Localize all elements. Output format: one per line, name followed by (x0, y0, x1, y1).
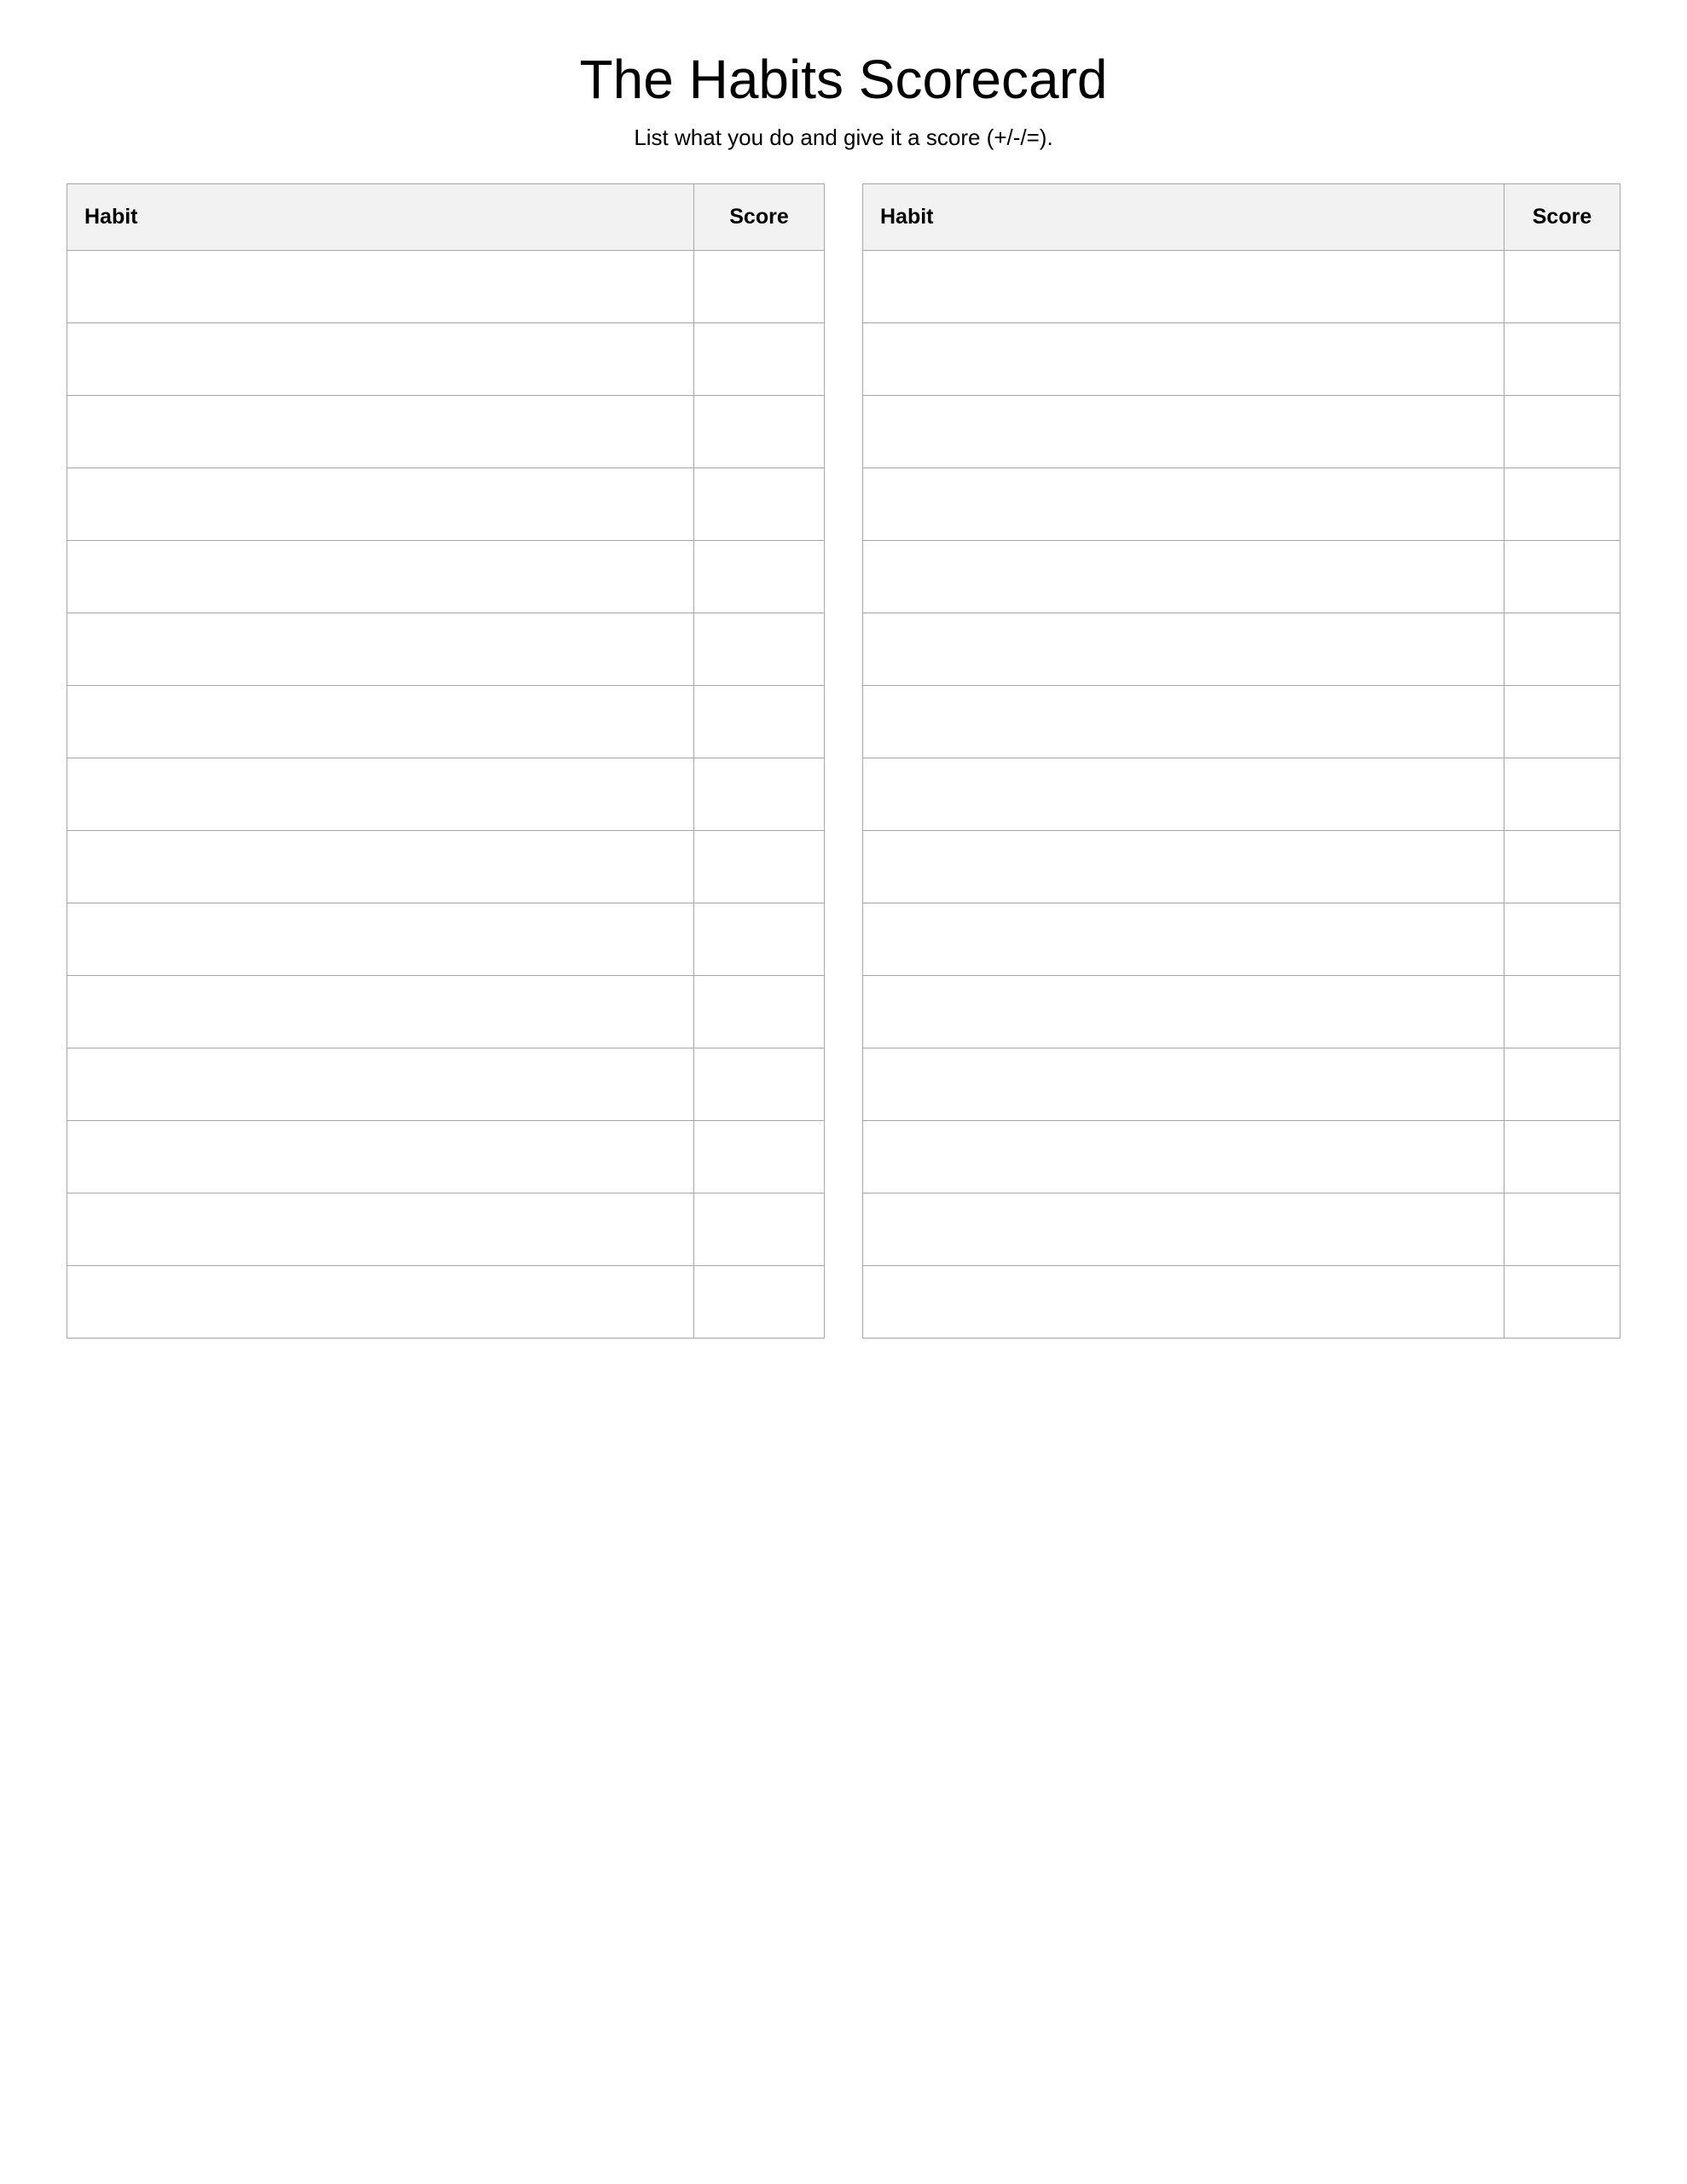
table-header-row (863, 184, 1620, 251)
habit-cell-text (863, 468, 1504, 540)
habit-cell-text (863, 1121, 1504, 1193)
habit-cell-text (863, 976, 1504, 1048)
score-cell-text (1504, 251, 1620, 322)
score-cell[interactable] (694, 1121, 825, 1194)
table-row (863, 1194, 1620, 1266)
habit-cell[interactable] (67, 251, 694, 323)
score-cell-text (694, 251, 824, 322)
score-cell[interactable] (694, 831, 825, 903)
score-cell[interactable] (694, 251, 825, 323)
table-header-left (67, 184, 825, 251)
table-row (863, 1121, 1620, 1194)
habit-cell[interactable] (863, 1121, 1504, 1194)
table-row (863, 541, 1620, 613)
habit-cell[interactable] (67, 541, 694, 613)
score-cell[interactable] (694, 396, 825, 468)
score-cell-text (694, 686, 824, 758)
score-cell-text (1504, 613, 1620, 685)
habit-cell[interactable] (863, 613, 1504, 686)
column-header-habit: Habit (67, 184, 694, 251)
habit-cell-text (863, 323, 1504, 395)
table-header-right (863, 184, 1620, 251)
habit-cell[interactable] (863, 831, 1504, 903)
table-row (863, 251, 1620, 323)
score-cell-text (1504, 831, 1620, 903)
table-row (863, 686, 1620, 758)
score-cell[interactable] (1504, 903, 1620, 976)
table-row (863, 831, 1620, 903)
table-row (67, 251, 825, 323)
score-cell[interactable] (694, 323, 825, 396)
score-cell-text (1504, 758, 1620, 830)
habit-cell[interactable] (67, 468, 694, 541)
habit-cell-text (863, 1266, 1504, 1338)
habit-cell-text (863, 1048, 1504, 1120)
habit-cell[interactable] (863, 1048, 1504, 1121)
habit-cell-text (863, 686, 1504, 758)
habit-cell-text (863, 613, 1504, 685)
habit-cell-text (863, 251, 1504, 322)
score-cell-text (694, 758, 824, 830)
habit-cell-text (67, 541, 693, 613)
habit-cell-text (67, 1266, 693, 1338)
habit-cell[interactable] (863, 396, 1504, 468)
scorecard-table-left (67, 183, 825, 1339)
score-cell-text (1504, 1048, 1620, 1120)
table-body-right (863, 251, 1620, 1339)
table-row (863, 1266, 1620, 1339)
score-cell-text (694, 831, 824, 903)
score-cell-text (1504, 1121, 1620, 1193)
table-row (863, 323, 1620, 396)
score-cell[interactable] (1504, 1266, 1620, 1339)
table-row (67, 541, 825, 613)
score-cell-text (1504, 541, 1620, 613)
score-cell-text (1504, 323, 1620, 395)
score-cell-text (694, 396, 824, 468)
habit-cell[interactable] (67, 1121, 694, 1194)
score-cell[interactable] (694, 613, 825, 686)
habit-cell-text (863, 541, 1504, 613)
table-row (67, 1121, 825, 1194)
habit-cell[interactable] (863, 1194, 1504, 1266)
habit-cell-text (67, 976, 693, 1048)
table-row (67, 976, 825, 1048)
score-cell[interactable] (1504, 976, 1620, 1048)
table-row (863, 468, 1620, 541)
habit-cell[interactable] (67, 903, 694, 976)
habit-cell-text (67, 1194, 693, 1265)
score-cell[interactable] (1504, 758, 1620, 831)
table-row (863, 976, 1620, 1048)
habit-cell-text (67, 831, 693, 903)
table-row (863, 758, 1620, 831)
score-cell[interactable] (694, 686, 825, 758)
habit-cell[interactable] (863, 903, 1504, 976)
scorecard-tables-container (0, 183, 1687, 1339)
score-cell-text (1504, 903, 1620, 975)
habit-cell-text (67, 1048, 693, 1120)
habit-cell[interactable] (67, 323, 694, 396)
habit-cell[interactable] (863, 541, 1504, 613)
score-cell-text (1504, 1266, 1620, 1338)
table-row (67, 758, 825, 831)
habit-cell[interactable] (67, 831, 694, 903)
habit-cell[interactable] (67, 1266, 694, 1339)
score-cell-text (694, 903, 824, 975)
table-row (67, 468, 825, 541)
score-cell[interactable] (694, 1266, 825, 1339)
table-row (67, 613, 825, 686)
habit-cell-text (863, 758, 1504, 830)
score-cell-text (1504, 468, 1620, 540)
habit-cell[interactable] (863, 758, 1504, 831)
score-cell-text (1504, 396, 1620, 468)
habit-cell-text (67, 758, 693, 830)
score-cell[interactable] (1504, 1194, 1620, 1266)
score-cell[interactable] (694, 541, 825, 613)
table-row (67, 1266, 825, 1339)
score-cell[interactable] (1504, 831, 1620, 903)
score-cell[interactable] (1504, 1121, 1620, 1194)
habit-cell[interactable] (67, 396, 694, 468)
column-header-habit: Habit (863, 184, 1504, 251)
score-cell[interactable] (1504, 396, 1620, 468)
table-row (863, 903, 1620, 976)
habit-cell-text (67, 468, 693, 540)
column-header-score: Score (694, 184, 825, 251)
table-row (863, 1048, 1620, 1121)
score-cell-text (694, 1121, 824, 1193)
habit-cell[interactable] (863, 468, 1504, 541)
score-cell-text (694, 1194, 824, 1265)
habit-cell[interactable] (67, 1194, 694, 1266)
score-cell-text (1504, 976, 1620, 1048)
table-row (67, 396, 825, 468)
habit-cell-text (863, 831, 1504, 903)
table-row (67, 1048, 825, 1121)
habit-cell[interactable] (67, 613, 694, 686)
habit-cell[interactable] (863, 976, 1504, 1048)
score-cell-text (694, 1048, 824, 1120)
habit-cell[interactable] (67, 976, 694, 1048)
score-cell[interactable] (1504, 323, 1620, 396)
table-row (67, 686, 825, 758)
table-row (67, 1194, 825, 1266)
page-title: The Habits Scorecard (579, 49, 1108, 110)
score-cell[interactable] (694, 903, 825, 976)
page-subtitle: List what you do and give it a score (+/-/=). (634, 125, 1053, 151)
score-cell[interactable] (1504, 251, 1620, 323)
table-header-row (67, 184, 825, 251)
table-row (67, 831, 825, 903)
score-cell-text (694, 468, 824, 540)
score-cell-text (694, 976, 824, 1048)
habit-cell-text (67, 686, 693, 758)
habit-cell-text (863, 903, 1504, 975)
score-cell[interactable] (694, 758, 825, 831)
habit-cell[interactable] (863, 323, 1504, 396)
score-cell-text (1504, 686, 1620, 758)
score-cell-text (694, 1266, 824, 1338)
habit-cell[interactable] (67, 1048, 694, 1121)
habit-cell-text (67, 251, 693, 322)
table-row (863, 613, 1620, 686)
score-cell[interactable] (694, 1194, 825, 1266)
score-cell[interactable] (1504, 686, 1620, 758)
table-row (67, 323, 825, 396)
habit-cell-text (67, 1121, 693, 1193)
habit-cell[interactable] (863, 1266, 1504, 1339)
habit-cell-text (67, 396, 693, 468)
habit-cell-text (67, 323, 693, 395)
table-body-left (67, 251, 825, 1339)
table-row (863, 396, 1620, 468)
habit-cell[interactable] (863, 686, 1504, 758)
habit-cell[interactable] (863, 251, 1504, 323)
habit-cell-text (863, 1194, 1504, 1265)
score-cell[interactable] (1504, 1048, 1620, 1121)
score-cell-text (1504, 1194, 1620, 1265)
habit-cell-text (863, 396, 1504, 468)
column-header-score: Score (1504, 184, 1620, 251)
score-cell-text (694, 613, 824, 685)
score-cell[interactable] (694, 976, 825, 1048)
habit-cell[interactable] (67, 758, 694, 831)
score-cell[interactable] (1504, 613, 1620, 686)
score-cell-text (694, 541, 824, 613)
score-cell[interactable] (1504, 541, 1620, 613)
score-cell-text (694, 323, 824, 395)
score-cell[interactable] (694, 468, 825, 541)
score-cell[interactable] (694, 1048, 825, 1121)
habit-cell[interactable] (67, 686, 694, 758)
table-row (67, 903, 825, 976)
habit-cell-text (67, 613, 693, 685)
score-cell[interactable] (1504, 468, 1620, 541)
habit-cell-text (67, 903, 693, 975)
scorecard-table-right (862, 183, 1620, 1339)
